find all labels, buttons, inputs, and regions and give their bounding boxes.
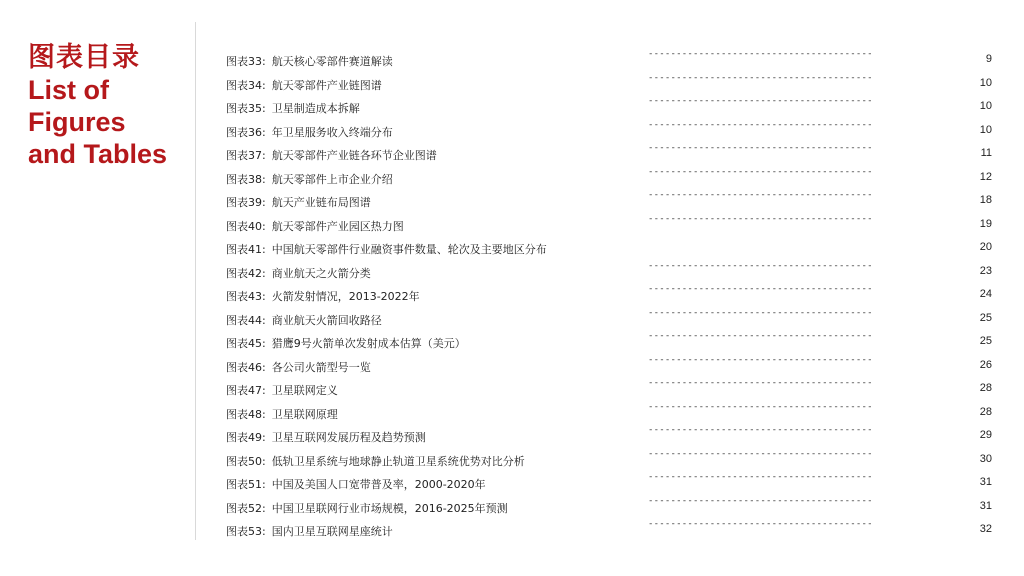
- toc-entry-label: [226, 218, 404, 234]
- toc-entry-label: [226, 500, 508, 516]
- figure-title: 航天零部件产业园区热力图: [271, 219, 404, 233]
- figure-title: 卫星联网定义: [271, 384, 338, 397]
- page-number: 10: [979, 123, 992, 136]
- toc-entry-label: [226, 147, 437, 163]
- figure-number: 图表46:: [226, 360, 266, 374]
- page-number: 25: [979, 311, 992, 324]
- toc-entry[interactable]: [226, 190, 994, 214]
- toc-entry-label: [226, 476, 486, 492]
- dotted-leader: ----------------------------------------: [648, 425, 873, 435]
- toc-list: [226, 49, 994, 543]
- page-number: 12: [979, 170, 992, 183]
- figure-number: 图表38:: [226, 172, 266, 186]
- toc-entry-label: [226, 241, 547, 257]
- figure-number: 图表47:: [226, 384, 266, 397]
- toc-entry[interactable]: [226, 143, 994, 167]
- toc-entry[interactable]: [226, 237, 994, 261]
- dotted-leader: ----------------------------------------: [648, 96, 873, 106]
- heading-english-line-2: Figures: [28, 107, 126, 137]
- page-number: 30: [979, 452, 992, 465]
- figure-number: 图表37:: [226, 149, 266, 162]
- toc-entry[interactable]: [226, 496, 994, 520]
- heading-english: [28, 74, 193, 170]
- dotted-leader: ----------------------------------------: [648, 213, 873, 224]
- toc-entry[interactable]: [226, 519, 994, 543]
- page-number: 31: [979, 499, 992, 512]
- toc-entry[interactable]: [226, 120, 994, 144]
- toc-entry-label: [226, 429, 426, 445]
- toc-entry-label: [226, 523, 393, 539]
- figure-title: 年卫星服务收入终端分布: [271, 125, 393, 139]
- toc-entry[interactable]: [226, 449, 994, 473]
- figure-number: 图表34:: [226, 78, 266, 92]
- toc-entry[interactable]: [226, 167, 994, 191]
- dotted-leader: ----------------------------------------: [648, 307, 873, 318]
- toc-entry-label: [226, 359, 371, 375]
- dotted-leader: ----------------------------------------: [648, 331, 873, 341]
- toc-entry[interactable]: [226, 308, 994, 332]
- page-number: 10: [979, 76, 992, 89]
- toc-entry[interactable]: [226, 472, 994, 496]
- toc-entry-label: [226, 171, 393, 187]
- page-number: 32: [979, 523, 992, 535]
- figure-number: 图表41:: [226, 243, 266, 256]
- figure-title: 卫星制造成本拆解: [271, 102, 360, 115]
- page-number: 20: [979, 241, 992, 253]
- heading-chinese: 图表目录: [28, 42, 140, 73]
- figure-number: 图表35:: [226, 102, 266, 115]
- toc-entry-label: [226, 265, 371, 281]
- page-number: 24: [979, 288, 992, 300]
- figure-number: 图表36:: [226, 125, 266, 139]
- page-number: 11: [980, 147, 992, 159]
- toc-entry-label: [226, 100, 360, 116]
- dotted-leader: ----------------------------------------: [648, 354, 873, 365]
- dotted-leader: ----------------------------------------: [648, 166, 873, 177]
- figure-title: 卫星联网原理: [271, 407, 338, 421]
- figure-title: 低轨卫星系统与地球静止轨道卫星系统优势对比分析: [271, 454, 525, 468]
- page-number: 28: [979, 405, 992, 418]
- toc-entry-label: [226, 335, 466, 351]
- figure-number: 图表49:: [226, 431, 266, 444]
- toc-entry-label: [226, 406, 338, 422]
- figure-number: 图表48:: [226, 407, 266, 421]
- page-number: 29: [979, 429, 992, 441]
- figure-title: 各公司火箭型号一览: [271, 360, 371, 374]
- dotted-leader: ----------------------------------------: [648, 284, 873, 294]
- toc-entry[interactable]: [226, 378, 994, 402]
- toc-entry[interactable]: [226, 49, 994, 73]
- page-number: 9: [985, 53, 992, 65]
- heading-english-line-1: List of: [28, 75, 109, 105]
- toc-entry[interactable]: [226, 284, 994, 308]
- dotted-leader: ----------------------------------------: [648, 72, 873, 83]
- toc-entry-label: [226, 382, 338, 398]
- toc-entry[interactable]: [226, 261, 994, 285]
- toc-heading: [28, 42, 193, 170]
- figure-number: 图表50:: [226, 454, 266, 468]
- page-number: 25: [979, 335, 992, 347]
- figure-number: 图表53:: [226, 525, 266, 538]
- figure-title: 航天产业链布局图谱: [271, 196, 371, 209]
- toc-entry-label: [226, 312, 382, 328]
- dotted-leader: ----------------------------------------: [648, 119, 873, 130]
- dotted-leader: ----------------------------------------: [648, 495, 873, 506]
- figure-number: 图表42:: [226, 266, 266, 280]
- page-number: 26: [979, 358, 992, 371]
- dotted-leader: ----------------------------------------: [648, 401, 873, 412]
- dotted-leader: ----------------------------------------: [648, 472, 873, 482]
- figure-number: 图表43:: [226, 290, 266, 303]
- toc-entry[interactable]: [226, 96, 994, 120]
- toc-entry-label: [226, 288, 420, 304]
- page-number: 18: [979, 194, 992, 206]
- vertical-divider: [195, 22, 196, 540]
- figure-number: 图表51:: [226, 478, 266, 491]
- page-number: 10: [979, 100, 992, 112]
- figure-title: 商业航天之火箭分类: [271, 266, 371, 280]
- dotted-leader: ----------------------------------------: [648, 190, 873, 200]
- figure-number: 图表39:: [226, 196, 266, 209]
- toc-entry-label: [226, 124, 393, 140]
- page-number: 19: [979, 217, 992, 230]
- figure-number: 图表45:: [226, 337, 266, 350]
- figure-title: 猎鹰9号火箭单次发射成本估算（美元）: [271, 337, 466, 350]
- figure-title: 中国及美国人口宽带普及率，2000-2020年: [271, 478, 486, 491]
- page-number: 23: [979, 264, 992, 277]
- figure-title: 商业航天火箭回收路径: [271, 313, 382, 327]
- dotted-leader: ----------------------------------------: [648, 378, 873, 388]
- page-number: 28: [979, 382, 992, 394]
- toc-entry[interactable]: [226, 73, 994, 97]
- toc-entry[interactable]: [226, 355, 994, 379]
- figure-title: 国内卫星互联网星座统计: [271, 525, 393, 538]
- figure-title: 航天零部件上市企业介绍: [271, 172, 393, 186]
- figure-number: 图表52:: [226, 501, 266, 515]
- toc-entry-label: [226, 453, 525, 469]
- dotted-leader: ----------------------------------------: [648, 260, 873, 271]
- dotted-leader: ----------------------------------------: [648, 49, 873, 59]
- figure-number: 图表40:: [226, 219, 266, 233]
- toc-entry[interactable]: [226, 425, 994, 449]
- figure-title: 航天零部件产业链图谱: [271, 78, 382, 92]
- toc-entry-label: [226, 194, 371, 210]
- figure-title: 航天零部件产业链各环节企业图谱: [271, 149, 437, 162]
- figure-title: 中国卫星联网行业市场规模，2016-2025年预测: [271, 501, 508, 515]
- figure-title: 航天核心零部件赛道解读: [271, 55, 393, 68]
- dotted-leader: ----------------------------------------: [648, 143, 873, 153]
- figure-title: 卫星互联网发展历程及趋势预测: [271, 431, 426, 444]
- toc-entry-label: [226, 77, 382, 93]
- toc-entry-label: [226, 53, 393, 69]
- dotted-leader: ----------------------------------------: [648, 519, 873, 529]
- figure-number: 图表44:: [226, 313, 266, 327]
- figure-title: 中国航天零部件行业融资事件数量、轮次及主要地区分布: [271, 243, 547, 256]
- dotted-leader: ----------------------------------------: [648, 448, 873, 459]
- toc-entry[interactable]: [226, 331, 994, 355]
- heading-english-line-3: and Tables: [28, 139, 168, 169]
- toc-entry[interactable]: [226, 402, 994, 426]
- page-number: 31: [979, 476, 992, 488]
- figure-title: 火箭发射情况，2013-2022年: [271, 290, 420, 303]
- toc-entry[interactable]: [226, 214, 994, 238]
- figure-number: 图表33:: [226, 55, 266, 68]
